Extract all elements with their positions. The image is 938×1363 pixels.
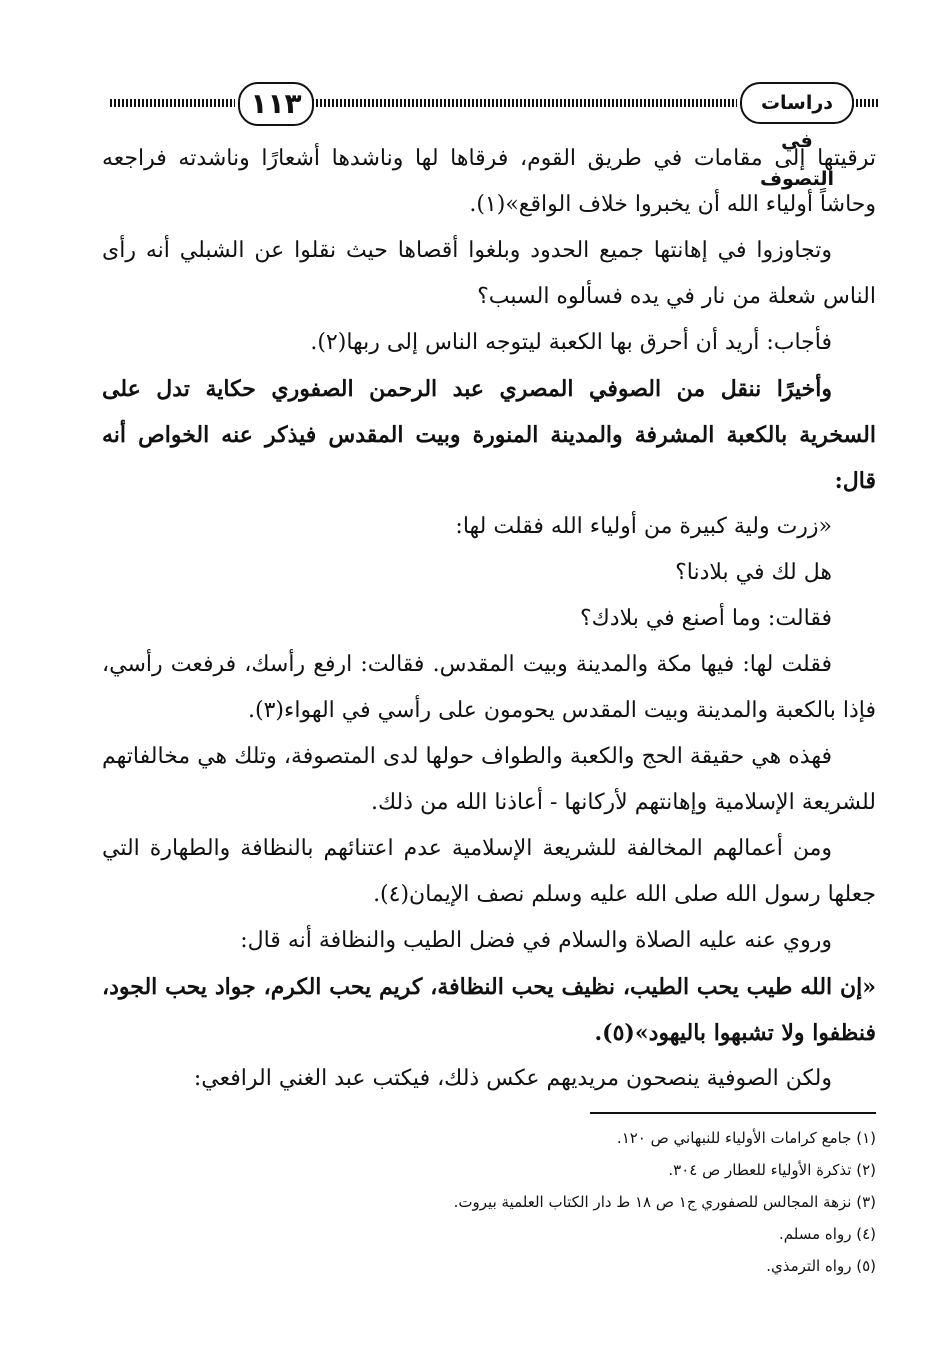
paragraph-10: ومن أعمالهم المخالفة للشريعة الإسلامية عدم اعتنائهم بالنظافة والطهارة التي جعلها رسول الله صلى الله عليه وسلم نصف الإيمان(٤). — [102, 836, 876, 907]
footnote-2: (٢) تذكرة الأولياء للعطار ص ٣٠٤. — [668, 1161, 876, 1179]
decorative-rule-right — [852, 99, 880, 107]
footnote-separator — [590, 1112, 876, 1114]
paragraph-13: ولكن الصوفية ينصحون مريديهم عكس ذلك، فيكتب عبد الغني الرافعي: — [193, 1066, 832, 1091]
footnote-4: (٤) رواه مسلم. — [779, 1225, 876, 1243]
paragraph-6: هل لك في بلادنا؟ — [675, 560, 832, 585]
paragraph-1: ترقيتها إلى مقامات في طريق القوم، فرقاها لها وناشدها أشعارًا وناشدته فراجعه وحاشاً أولياء الله أن يخبروا خلاف الواقع»(١). — [102, 146, 876, 217]
paragraph-2: وتجاوزوا في إهانتها جميع الحدود وبلغوا أقصاها حيث نقلوا عن الشبلي أنه رأى الناس شعلة من نار في يده فسألوه السبب؟ — [102, 238, 876, 309]
decorative-rule-left — [110, 99, 235, 107]
decorative-rule-middle — [312, 99, 737, 107]
paragraph-11: وروي عنه عليه الصلاة والسلام في فضل الطيب والنظافة أنه قال: — [240, 928, 832, 953]
paragraph-8: فقلت لها: فيها مكة والمدينة وبيت المقدس. فقالت: ارفع رأسك، فرفعت رأسي، فإذا بالكعبة والمدينة وبيت المقدس يحومون على رأسي في الهواء(٣). — [102, 652, 876, 723]
paragraph-9: فهذه هي حقيقة الحج والكعبة والطواف حولها لدى المتصوفة، وتلك هي مخالفاتهم للشريعة الإسلامية وإهانتهم لأركانها - أعاذنا الله من ذلك. — [102, 744, 876, 815]
running-title: دراسات في التصوف — [740, 82, 854, 124]
paragraph-3: فأجاب: أريد أن أحرق بها الكعبة ليتوجه الناس إلى ربها(٢). — [310, 330, 832, 355]
paragraph-5: «زرت ولية كبيرة من أولياء الله فقلت لها: — [455, 514, 832, 539]
main-text — [102, 136, 876, 1102]
footnote-1: (١) جامع كرامات الأولياء للنبهاني ص ١٢٠. — [616, 1129, 876, 1147]
paragraph-7: فقالت: وما أصنع في بلادك؟ — [579, 606, 832, 631]
paragraph-4: وأخيرًا ننقل من الصوفي المصري عبد الرحمن الصفوري حكاية تدل على السخرية بالكعبة المشرفة والمدينة المنورة وبيت المقدس فيذكر عنه الخواص أنه قال: — [102, 376, 876, 494]
hadith-quote: «إن الله طيب يحب الطيب، نظيف يحب النظافة، كريم يحب الكرم، جواد يحب الجود، فنظفوا ولا تشبهوا باليهود»(٥). — [102, 974, 876, 1046]
page-number: ١١٣ — [238, 82, 314, 126]
footnotes — [102, 1122, 876, 1282]
footnote-5: (٥) رواه الترمذي. — [766, 1257, 876, 1275]
footnote-3: (٣) نزهة المجالس للصفوري ج١ ص ١٨ ط دار الكتاب العلمية بيروت. — [453, 1193, 876, 1211]
